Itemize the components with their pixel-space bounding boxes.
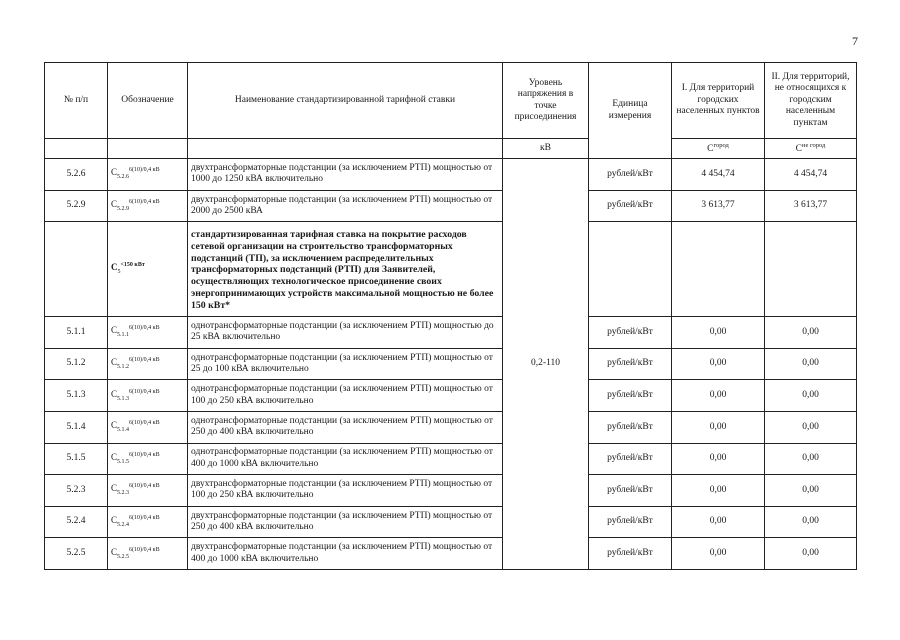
header-unit: Единица измерения [589,63,672,159]
row-nonurban-value: 0,00 [765,380,857,412]
row-name: однотрансформаторные подстанции (за исключением РТП) мощностью от 250 до 400 кВА включительно [188,411,503,443]
row-unit: рублей/кВт [589,443,672,475]
row-urban-value: 3 613,77 [672,190,765,222]
row-nonurban-value: 0,00 [765,475,857,507]
table-row [45,380,857,412]
row-urban-value: 0,00 [672,317,765,349]
row-designation [108,190,188,222]
designation-sub: 5.1.1 [117,332,130,339]
designation-base: С [111,515,118,526]
designation-sup: 6(10)/0,4 кВ [129,167,160,174]
units-designation-cell [108,139,188,159]
row-designation [108,475,188,507]
row-nonurban-value: 0,00 [765,506,857,538]
row-number: 5.2.9 [45,190,108,222]
units-name-cell [188,139,503,159]
designation-sup: 6(10)/0,4 кВ [129,451,160,458]
designation-sub: 5.2.4 [117,521,130,528]
row-number [45,222,108,317]
header-nonurban: II. Для территорий, не относящихся к городским населенным пунктам [765,63,857,139]
row-number: 5.2.4 [45,506,108,538]
row-name: двухтрансформаторные подстанции (за исключением РТП) мощностью от 2000 до 2500 кВА [188,190,503,222]
row-urban-value: 4 454,74 [672,159,765,191]
row-number: 5.1.4 [45,411,108,443]
table-row [45,475,857,507]
designation-base: С [111,483,118,494]
table-row [45,538,857,570]
voltage-value: 0,2-110 [503,159,589,570]
row-name: двухтрансформаторные подстанции (за исключением РТП) мощностью от 100 до 250 кВА включительно [188,475,503,507]
row-urban-value: 0,00 [672,380,765,412]
designation-sub: 5.2.5 [117,553,130,560]
row-designation [108,159,188,191]
designation-sub: 5.2.6 [117,174,130,181]
row-urban-value: 0,00 [672,348,765,380]
table-row [45,317,857,349]
row-number: 5.2.3 [45,475,108,507]
table-row [45,348,857,380]
row-nonurban-value: 0,00 [765,443,857,475]
header-row [45,63,857,139]
row-designation [108,538,188,570]
row-unit: рублей/кВт [589,411,672,443]
row-urban-value: 0,00 [672,443,765,475]
row-unit: рублей/кВт [589,317,672,349]
row-nonurban-value: 0,00 [765,538,857,570]
table-row [45,159,857,191]
row-unit: рублей/кВт [589,380,672,412]
header-designation: Обозначение [108,63,188,139]
nonurban-symbol-sup: не город [801,141,826,149]
designation-base: С [111,420,118,431]
row-urban-value: 0,00 [672,475,765,507]
row-designation [108,317,188,349]
table-row [45,506,857,538]
designation-sub: 5.2.9 [117,205,130,212]
row-unit: рублей/кВт [589,475,672,507]
row-urban-value: 0,00 [672,506,765,538]
section-row [45,222,857,317]
row-unit: рублей/кВт [589,538,672,570]
row-number: 5.2.6 [45,159,108,191]
designation-sup: 6(10)/0,4 кВ [129,388,160,395]
designation-sup: 6(10)/0,4 кВ [129,483,160,490]
units-num-cell [45,139,108,159]
row-nonurban-value: 4 454,74 [765,159,857,191]
row-unit: рублей/кВт [589,159,672,191]
page-number: 7 [852,34,858,48]
designation-base: С [111,262,118,273]
designation-sub: 5.1.5 [117,458,130,465]
table-row [45,411,857,443]
row-designation [108,411,188,443]
designation-sup: 6(10)/0,4 кВ [129,420,160,427]
row-number: 5.1.5 [45,443,108,475]
row-nonurban-value: 0,00 [765,317,857,349]
row-number: 5.1.1 [45,317,108,349]
row-nonurban-value: 0,00 [765,348,857,380]
designation-sub: 5.1.2 [117,364,130,370]
row-designation [108,443,188,475]
nonurban-symbol [765,139,857,159]
header-voltage: Уровень напряжения в точке присоединения [503,63,589,139]
designation-sup: 6(10)/0,4 кВ [129,514,160,521]
row-nonurban-value: 3 613,77 [765,190,857,222]
tariff-table [44,62,857,570]
designation-base: С [111,357,118,368]
header-units-row [45,139,857,159]
row-number: 5.1.3 [45,380,108,412]
table-row [45,190,857,222]
row-designation [108,380,188,412]
header-num: № п/п [45,63,108,139]
row-name: двухтрансформаторные подстанции (за исключением РТП) мощностью от 250 до 400 кВА включительно [188,506,503,538]
row-urban-value: 0,00 [672,411,765,443]
designation-sub: 5.1.4 [117,427,130,434]
designation-sup: 6(10)/0,4 кВ [129,356,160,363]
designation-base: С [111,198,118,209]
row-unit: рублей/кВт [589,506,672,538]
urban-symbol [672,139,765,159]
row-name: однотрансформаторные подстанции (за исключением РТП) мощностью от 25 до 100 кВА включительно [188,348,503,380]
nonurban-symbol-base: С [795,143,802,154]
row-name: двухтрансформаторные подстанции (за исключением РТП) мощностью от 1000 до 1250 кВА включительно [188,159,503,191]
row-urban-value [672,222,765,317]
designation-sup: <150 кВт [120,262,145,269]
row-designation [108,506,188,538]
row-name: однотрансформаторные подстанции (за исключением РТП) мощностью до 25 кВА включительно [188,317,503,349]
voltage-unit: кВ [503,139,589,159]
designation-base: С [111,325,118,336]
designation-sup: 6(10)/0,4 кВ [129,546,160,553]
designation-sub: 5 [117,269,121,276]
table-row [45,443,857,475]
row-number: 5.2.5 [45,538,108,570]
urban-symbol-sup: город [713,141,729,149]
header-name: Наименование стандартизированной тарифной ставки [188,63,503,139]
designation-base: С [111,451,118,462]
row-name: однотрансформаторные подстанции (за исключением РТП) мощностью от 400 до 1000 кВА включительно [188,443,503,475]
designation-base: С [111,388,118,399]
row-urban-value: 0,00 [672,538,765,570]
row-unit: рублей/кВт [589,348,672,380]
designation-base: С [111,546,118,557]
designation-base: С [111,167,118,178]
row-unit [589,222,672,317]
row-name: стандартизированная тарифная ставка на покрытие расходов сетевой организации на строительство трансформаторных подстанций (ТП), за исключением распределительных трансформаторных подстанций (РТП) для Заявителей, осуществляющих технологическое присоединение своих энергопринимающих устройств максимальной мощностью не более 150 кВт* [188,222,503,317]
header-urban: I. Для территорий городских населенных пунктов [672,63,765,139]
row-number: 5.1.2 [45,348,108,380]
row-name: двухтрансформаторные подстанции (за исключением РТП) мощностью от 400 до 1000 кВА включительно [188,538,503,570]
designation-sub: 5.2.3 [117,490,130,497]
designation-sup: 6(10)/0,4 кВ [129,325,160,332]
row-designation [108,222,188,317]
row-designation [108,348,188,380]
row-unit: рублей/кВт [589,190,672,222]
designation-sup: 6(10)/0,4 кВ [129,198,160,205]
row-nonurban-value: 0,00 [765,411,857,443]
row-nonurban-value [765,222,857,317]
designation-sub: 5.1.3 [117,395,130,402]
urban-symbol-base: С [707,143,714,154]
row-name: однотрансформаторные подстанции (за исключением РТП) мощностью от 100 до 250 кВА включительно [188,380,503,412]
